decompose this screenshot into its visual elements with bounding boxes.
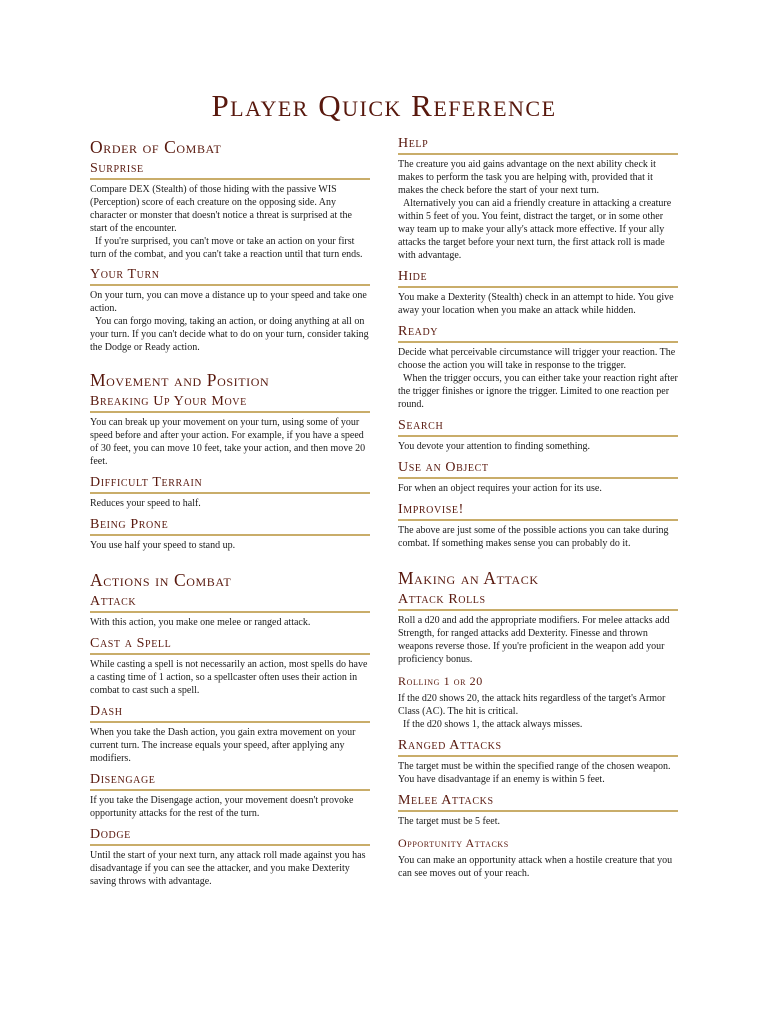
surprise-text-2: If you're surprised, you can't move or take an action on your first turn of the combat, and you can't take a reaction until that turn ends. (90, 236, 363, 260)
surprise-heading: Surprise (90, 161, 370, 180)
prone-text: You use half your speed to stand up. (90, 540, 236, 551)
ranged-text: The target must be within the specified range of the chosen weapon. You have disadvantage if an enemy is within 5 feet. (398, 761, 671, 785)
improvise-section (398, 502, 678, 550)
dodge-heading: Dodge (90, 827, 370, 846)
making-attack-heading: Making an Attack (398, 568, 539, 588)
prone-heading: Being Prone (90, 517, 370, 536)
right-column (398, 136, 678, 880)
attack-text: With this action, you make one melee or ranged attack. (90, 617, 311, 628)
breaking-text: You can break up your movement on your turn, using some of your speed before and after your action. For example, if you have a speed of 30 feet, you can move 10 feet, take your action, and then move 20 feet. (90, 417, 366, 467)
ranged-heading: Ranged Attacks (398, 738, 678, 757)
breaking-section (90, 394, 370, 468)
search-heading: Search (398, 418, 678, 437)
disengage-text: If you take the Disengage action, your movement doesn't provoke opportunity attacks for the rest of the turn. (90, 795, 354, 819)
search-text: You devote your attention to finding something. (398, 441, 591, 452)
use-object-section (398, 460, 678, 495)
ready-text-1: Decide what perceivable circumstance will trigger your reaction. The choose the action you will take in response to the trigger. (398, 347, 676, 371)
breaking-heading: Breaking Up Your Move (90, 394, 370, 413)
your-turn-section (90, 267, 370, 354)
opportunity-text: You can make an opportunity attack when a hostile creature that you can see moves out of your reach. (398, 855, 673, 879)
cast-text: While casting a spell is not necessarily an action, most spells do have a casting time of 1 action, so a spellcaster often uses their action in combat to cast such a spell. (90, 659, 368, 696)
difficult-text: Reduces your speed to half. (90, 498, 201, 509)
movement-heading: Movement and Position (90, 370, 270, 390)
ranged-section (398, 738, 678, 786)
dodge-text: Until the start of your next turn, any attack roll made against you has disadvantage if you can see the attacker, and you make Dexterity saving throws with advantage. (90, 850, 366, 887)
dash-section (90, 704, 370, 765)
help-text-1: The creature you aid gains advantage on the next ability check it makes to perform the task you are helping with, provided that it makes the check before the start of your next turn. (398, 159, 656, 196)
cast-heading: Cast a Spell (90, 636, 370, 655)
help-text-2: Alternatively you can aid a friendly creature in attacking a creature within 5 feet of you. You feint, distract the target, or in some other way team up to make your ally's attack more effective. If your ally attacks the target before your next turn, the first attack roll is made with advantage. (398, 198, 672, 261)
dodge-section (90, 827, 370, 888)
opportunity-heading: Opportunity Attacks (398, 836, 509, 850)
hide-heading: Hide (398, 269, 678, 288)
rolling-text-2: If the d20 shows 1, the attack always misses. (403, 719, 583, 730)
melee-text: The target must be 5 feet. (398, 816, 501, 827)
help-section (398, 136, 678, 262)
difficult-heading: Difficult Terrain (90, 475, 370, 494)
attack-rolls-text: Roll a d20 and add the appropriate modifiers. For melee attacks add Strength, for ranged attacks add Dexterity. Finesse and thrown weapons reverse those. If you're proficient in the weapon add your proficiency bonus. (398, 615, 670, 665)
disengage-heading: Disengage (90, 772, 370, 791)
rolling-text-1: If the d20 shows 20, the attack hits regardless of the target's Armor Class (AC). The hit is critical. (398, 693, 666, 717)
order-of-combat-heading: Order of Combat (90, 137, 222, 157)
actions-heading: Actions in Combat (90, 570, 232, 590)
melee-heading: Melee Attacks (398, 793, 678, 812)
attack-section (90, 594, 370, 629)
dash-heading: Dash (90, 704, 370, 723)
ready-text-2: When the trigger occurs, you can either take your reaction right after the trigger finishes or ignore the trigger. Limited to one reaction per round. (398, 373, 678, 410)
your-turn-text-2: You can forgo moving, taking an action, or doing anything at all on your turn. If you can't decide what to do on your turn, consider taking the Dodge or Ready action. (90, 316, 369, 353)
page-title: Player Quick Reference (211, 88, 557, 123)
attack-rolls-section (398, 592, 678, 666)
surprise-section (90, 161, 370, 261)
cast-section (90, 636, 370, 697)
ready-heading: Ready (398, 324, 678, 343)
difficult-section (90, 475, 370, 510)
improvise-text: The above are just some of the possible actions you can take during combat. If something makes sense you can probably do it. (398, 525, 669, 549)
hide-section (398, 269, 678, 317)
attack-rolls-heading: Attack Rolls (398, 592, 678, 611)
opportunity-section (398, 835, 678, 880)
ready-section (398, 324, 678, 411)
improvise-heading: Improvise! (398, 502, 678, 521)
rolling-heading: Rolling 1 or 20 (398, 674, 483, 688)
melee-section (398, 793, 678, 828)
left-column (90, 136, 370, 888)
search-section (398, 418, 678, 453)
surprise-text-1: Compare DEX (Stealth) of those hiding with the passive WIS (Perception) score of each creature on the opposing side. Any character or monster that doesn't notice a threat is surprised at the start of the encounter. (90, 184, 352, 234)
use-object-text: For when an object requires your action for its use. (398, 483, 602, 494)
your-turn-text-1: On your turn, you can move a distance up to your speed and take one action. (90, 290, 367, 314)
prone-section (90, 517, 370, 552)
attack-heading: Attack (90, 594, 370, 613)
hide-text: You make a Dexterity (Stealth) check in an attempt to hide. You give away your location when you make an attack while hidden. (398, 292, 674, 316)
use-object-heading: Use an Object (398, 460, 678, 479)
help-heading: Help (398, 136, 678, 155)
dash-text: When you take the Dash action, you gain extra movement on your current turn. The increase equals your speed, after applying any modifiers. (90, 727, 356, 764)
rolling-section (398, 673, 678, 731)
disengage-section (90, 772, 370, 820)
your-turn-heading: Your Turn (90, 267, 370, 286)
